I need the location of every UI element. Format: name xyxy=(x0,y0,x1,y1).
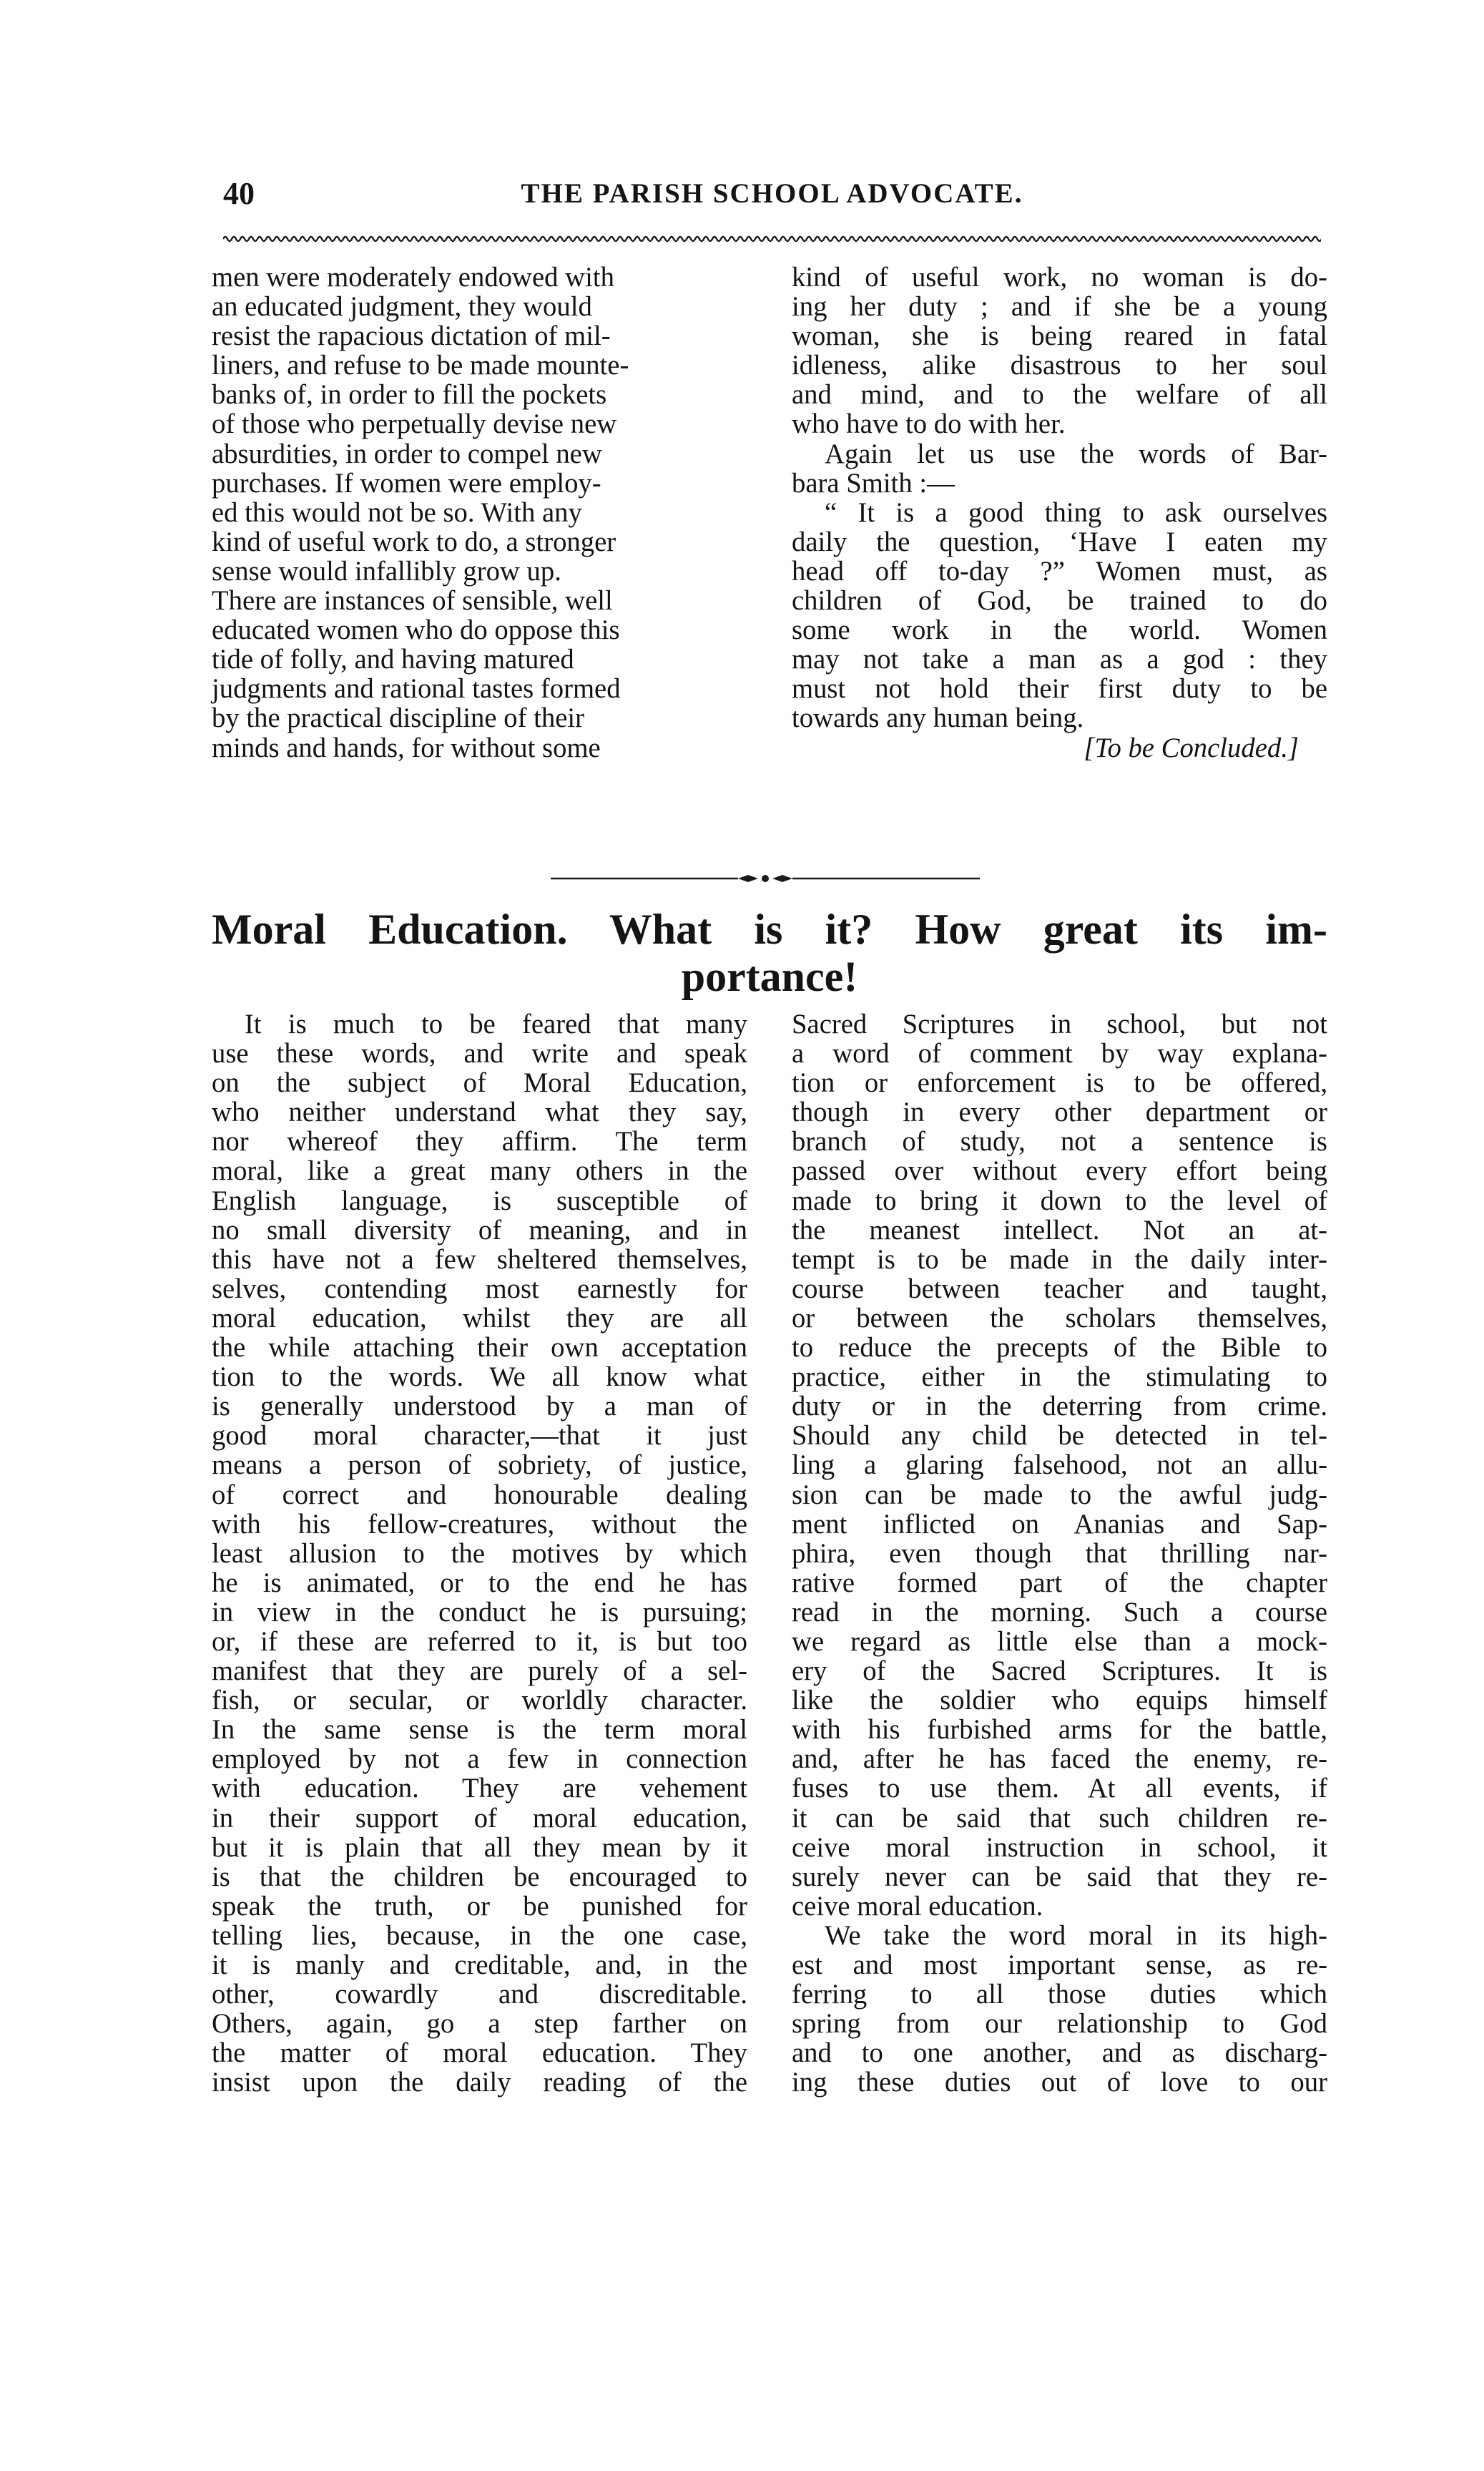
text-line: is that the children be encouraged to xyxy=(212,1861,747,1892)
text-line: though in every other department or xyxy=(792,1097,1327,1128)
text-line: ing her duty ; and if she be a young xyxy=(792,292,1327,323)
text-line: manifest that they are purely of a sel- xyxy=(212,1656,747,1687)
text-line: duty or in the deterring from crime. xyxy=(792,1391,1327,1422)
text-line: by the practical discipline of their xyxy=(212,703,585,734)
text-line: men were moderately endowed with xyxy=(212,263,614,293)
text-line: rative formed part of the chapter xyxy=(792,1567,1327,1598)
wavy-rule xyxy=(223,233,1321,245)
article-paragraph-1-cont xyxy=(792,1010,1327,1922)
text-line: course between teacher and taught, xyxy=(792,1273,1327,1304)
text-line: ceive moral education. xyxy=(792,1891,1043,1922)
barbara-smith-quote xyxy=(792,499,1327,734)
text-line: woman, she is being reared in fatal xyxy=(792,321,1327,352)
article-left-column xyxy=(212,1010,747,2312)
text-line: some work in the world. Women xyxy=(792,615,1327,646)
page-header xyxy=(223,169,1321,219)
text-line: good moral character,—that it just xyxy=(212,1421,747,1452)
text-line: with his furbished arms for the battle, xyxy=(792,1715,1327,1746)
text-line: surely never can be said that they re- xyxy=(792,1861,1327,1892)
running-head: THE PARISH SCHOOL ADVOCATE. xyxy=(521,178,1023,209)
text-line: resist the rapacious dictation of mil- xyxy=(212,321,611,352)
article-paragraph-1 xyxy=(212,1010,747,2098)
text-line: fuses to use them. At all events, if xyxy=(792,1773,1327,1804)
text-line: tide of folly, and having matured xyxy=(212,645,574,675)
text-line: tion or enforcement is to be offered, xyxy=(792,1068,1327,1099)
text-line: In the same sense is the term moral xyxy=(212,1715,747,1746)
text-line: with his fellow-creatures, without the xyxy=(212,1509,747,1540)
text-line: banks of, in order to fill the pockets xyxy=(212,380,607,411)
text-line: ed this would not be so. With any xyxy=(212,497,582,528)
text-line: means a person of sobriety, of justice, xyxy=(212,1450,747,1481)
text-line: English language, is susceptible of xyxy=(212,1185,747,1216)
text-line: no small diversity of meaning, and in xyxy=(212,1215,747,1246)
text-line: may not take a man as a god : they xyxy=(792,645,1327,675)
text-line: head off to-day ?” Women must, as xyxy=(792,556,1327,587)
text-line: insist upon the daily reading of the xyxy=(212,2068,747,2098)
text-line: daily the question, ‘Have I eaten my xyxy=(792,527,1327,557)
text-line: kind of useful work to do, a stronger xyxy=(212,527,616,557)
text-line: nor whereof they affirm. The term xyxy=(212,1127,747,1158)
text-line: an educated judgment, they would xyxy=(212,292,592,323)
text-line: It is much to be feared that many xyxy=(245,1009,747,1039)
top-columns xyxy=(212,263,1327,848)
text-line: to reduce the precepts of the Bible to xyxy=(792,1333,1327,1364)
text-line: other, cowardly and discreditable. xyxy=(212,1980,747,2010)
text-line: ery of the Sacred Scriptures. It is xyxy=(792,1656,1327,1687)
text-line: telling lies, because, in the one case, xyxy=(212,1920,747,1951)
text-line: with education. They are vehement xyxy=(212,1773,747,1804)
text-line: absurdities, in order to compel new xyxy=(212,439,602,469)
text-line: moral, like a great many others in the xyxy=(212,1156,747,1187)
text-line: a word of comment by way explana- xyxy=(792,1039,1327,1070)
article-paragraph-2 xyxy=(792,1922,1327,2098)
text-line: minds and hands, for without some xyxy=(212,733,601,763)
text-line: the matter of moral education. They xyxy=(212,2038,747,2069)
section-divider xyxy=(551,871,980,886)
text-line: employed by not a few in connection xyxy=(212,1744,747,1775)
text-line: who have to do with her. xyxy=(792,409,1066,440)
text-line: spring from our relationship to God xyxy=(792,2009,1327,2040)
text-line: practice, either in the stimulating to xyxy=(792,1362,1327,1393)
text-line: and to one another, and as discharg- xyxy=(792,2038,1327,2069)
text-line: ment inflicted on Ananias and Sap- xyxy=(792,1509,1327,1540)
text-line: made to bring it down to the level of xyxy=(792,1185,1327,1216)
text-line: est and most important sense, as re- xyxy=(792,1950,1327,1980)
text-line: but it is plain that all they mean by it xyxy=(212,1832,747,1863)
text-line: in view in the conduct he is pursuing; xyxy=(212,1597,747,1628)
text-line: speak the truth, or be punished for xyxy=(212,1891,747,1922)
text-line: like the soldier who equips himself xyxy=(792,1685,1327,1716)
text-line: fish, or secular, or worldly character. xyxy=(212,1685,747,1716)
top-left-column xyxy=(212,263,747,848)
page-number: 40 xyxy=(223,176,255,211)
text-line: We take the word moral in its high- xyxy=(825,1920,1327,1951)
text-line: he is animated, or to the end he has xyxy=(212,1567,747,1598)
text-line: tion to the words. We all know what xyxy=(212,1362,747,1393)
text-line: this have not a few sheltered themselves, xyxy=(212,1244,747,1275)
text-line: liners, and refuse to be made mounte- xyxy=(212,351,629,381)
continued-paragraph xyxy=(212,263,747,763)
text-line: passed over without every effort being xyxy=(792,1156,1327,1187)
top-right-column xyxy=(792,263,1327,848)
text-line: educated women who do oppose this xyxy=(212,615,620,646)
text-line: towards any human being. xyxy=(792,703,1084,734)
article-title xyxy=(212,906,1327,1000)
text-line: phira, even though that thrilling nar- xyxy=(792,1538,1327,1569)
text-line: judgments and rational tastes formed xyxy=(212,674,621,705)
text-line: kind of useful work, no woman is do- xyxy=(792,263,1327,293)
text-line: ceive moral instruction in school, it xyxy=(792,1832,1327,1863)
text-line: idleness, alike disastrous to her soul xyxy=(792,351,1327,381)
article-title-line-1: Moral Education. What is it? How great its im- xyxy=(212,906,1327,953)
text-line: selves, contending most earnestly for xyxy=(212,1273,747,1304)
text-line: and mind, and to the welfare of all xyxy=(792,380,1327,411)
article-columns xyxy=(212,1010,1327,2312)
text-line: who neither understand what they say, xyxy=(212,1097,747,1128)
text-line: the while attaching their own acceptation xyxy=(212,1333,747,1364)
text-line: of those who perpetually devise new xyxy=(212,409,617,440)
text-line: ferring to all those duties which xyxy=(792,1980,1327,2010)
text-line: on the subject of Moral Education, xyxy=(212,1068,747,1099)
text-line: use these words, and write and speak xyxy=(212,1039,747,1070)
article-right-column xyxy=(792,1010,1327,2312)
text-line: read in the morning. Such a course xyxy=(792,1597,1327,1628)
text-line: least allusion to the motives by which xyxy=(212,1538,747,1569)
text-line: or between the scholars themselves, xyxy=(792,1303,1327,1334)
text-line: “ It is a good thing to ask ourselves xyxy=(825,497,1327,528)
text-line: or, if these are referred to it, is but too xyxy=(212,1626,747,1657)
text-line: sion can be made to the awful judg- xyxy=(792,1479,1327,1510)
text-line: branch of study, not a sentence is xyxy=(792,1127,1327,1158)
text-line: ling a glaring falsehood, not an allu- xyxy=(792,1450,1327,1481)
text-line: of correct and honourable dealing xyxy=(212,1479,747,1510)
text-line: the meanest intellect. Not an at- xyxy=(792,1215,1327,1246)
text-line: Again let us use the words of Bar- xyxy=(825,439,1327,469)
text-line: it is manly and creditable, and, in the xyxy=(212,1950,747,1980)
text-line: and, after he has faced the enemy, re- xyxy=(792,1744,1327,1775)
continued-paragraph-end xyxy=(792,263,1327,440)
text-line: in their support of moral education, xyxy=(212,1803,747,1834)
to-be-concluded: [To be Concluded.] xyxy=(1083,733,1299,763)
text-line: Should any child be detected in tel- xyxy=(792,1421,1327,1452)
text-line: is generally understood by a man of xyxy=(212,1391,747,1422)
text-line: tempt is to be made in the daily inter- xyxy=(792,1244,1327,1275)
text-line: bara Smith :— xyxy=(792,468,955,499)
text-line: moral education, whilst they are all xyxy=(212,1303,747,1334)
text-line: it can be said that such children re- xyxy=(792,1803,1327,1834)
article-title-line-2: portance! xyxy=(681,953,858,1000)
text-line: we regard as little else than a mock- xyxy=(792,1626,1327,1657)
text-line: ing these duties out of love to our xyxy=(792,2068,1327,2098)
text-line: purchases. If women were employ- xyxy=(212,468,601,499)
text-line: Others, again, go a step farther on xyxy=(212,2009,747,2040)
text-line: must not hold their first duty to be xyxy=(792,674,1327,705)
text-line: sense would infallibly grow up. xyxy=(212,556,561,587)
text-line: children of God, be trained to do xyxy=(792,586,1327,617)
text-line: There are instances of sensible, well xyxy=(212,586,613,617)
barbara-smith-intro xyxy=(792,440,1327,499)
text-line: Sacred Scriptures in school, but not xyxy=(792,1009,1327,1039)
